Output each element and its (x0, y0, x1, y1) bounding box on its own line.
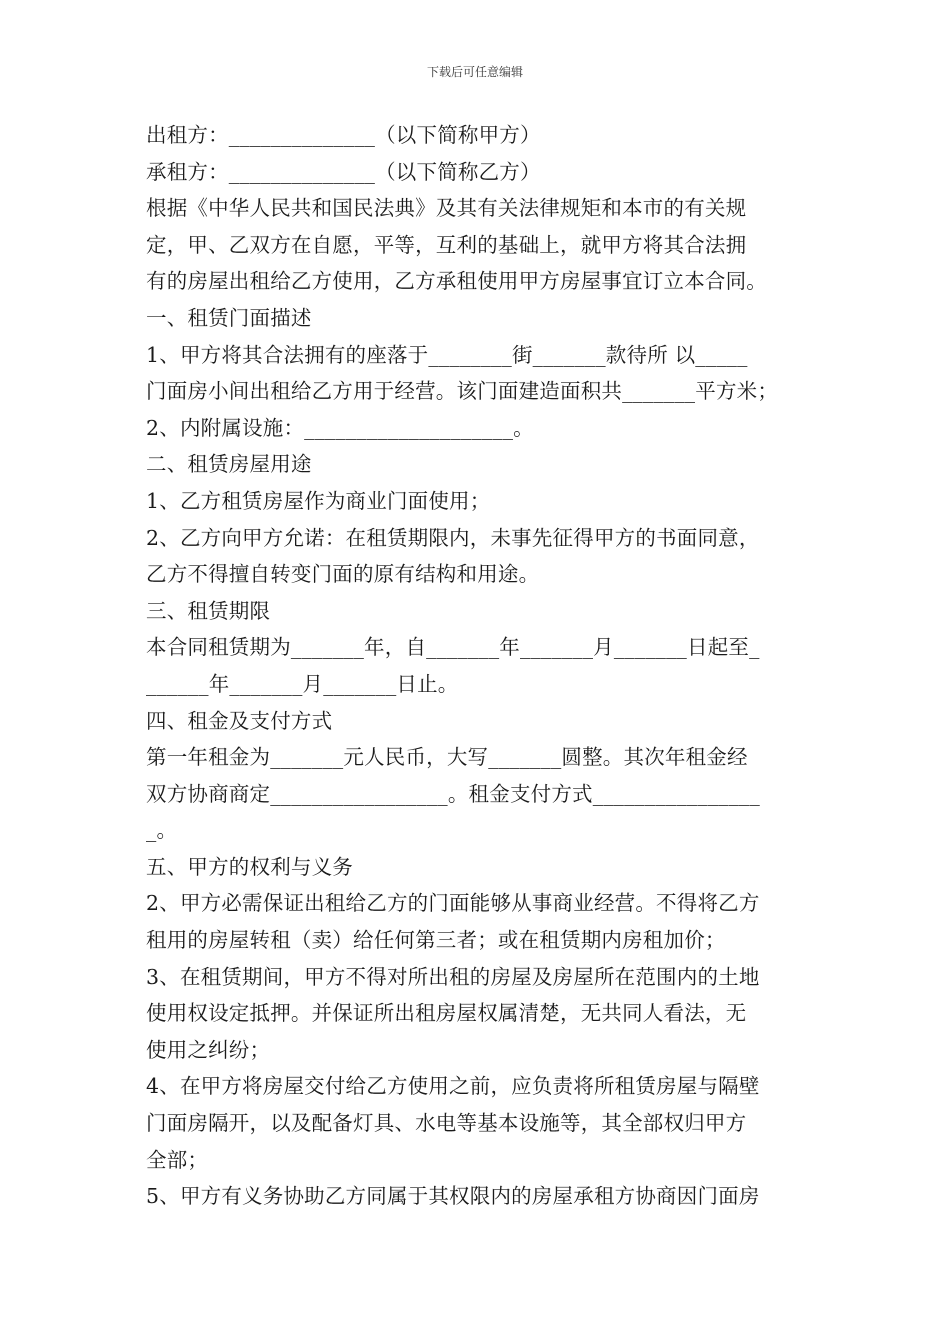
section-heading: 二、租赁房屋用途 (146, 452, 312, 477)
clause-line: 全部； (146, 1147, 209, 1172)
section-heading: 五、甲方的权利与义务 (146, 854, 353, 879)
clause-line: 本合同租赁期为_______年，自_______年_______月_______日起至_ (146, 635, 760, 660)
clause-line: _。 (146, 818, 178, 843)
clause-line: 门面房隔开，以及配备灯具、水电等基本设施等，其全部权归甲方 (146, 1111, 747, 1136)
clause-line: 4、在甲方将房屋交付给乙方使用之前，应负责将所租赁房屋与隔壁 (146, 1074, 760, 1099)
page-header: 下载后可任意编辑 (426, 65, 523, 79)
section-heading: 一、租赁门面描述 (146, 305, 312, 330)
contract-body (146, 117, 816, 1215)
clause-line: 使用之纠纷； (146, 1037, 271, 1062)
clause-line: 3、在租赁期间，甲方不得对所出租的房屋及房屋所在范围内的土地 (146, 964, 760, 989)
preamble-line: 有的房屋出租给乙方使用，乙方承租使用甲方房屋事宜订立本合同。 (146, 269, 767, 294)
section-heading: 三、租赁期限 (146, 598, 271, 623)
clause-line: 第一年租金为_______元人民币，大写_______圆整。其次年租金经 (146, 745, 748, 770)
clause-line: ______年_______月_______日止。 (146, 671, 459, 696)
clause-line: 双方协商商定_________________。租金支付方式________________ (146, 781, 760, 806)
preamble-line: 定，甲、乙双方在自愿，平等，互利的基础上，就甲方将其合法拥 (146, 232, 747, 257)
clause-line: 使用权设定抵押。并保证所出租房屋权属清楚，无共同人看法，无 (146, 1001, 747, 1026)
lessee-line: 承租方：______________（以下简称乙方） (146, 159, 541, 184)
clause-line: 2、甲方必需保证出租给乙方的门面能够从事商业经营。不得将乙方 (146, 891, 760, 916)
lessor-line: 出租方：______________（以下简称甲方） (146, 123, 541, 147)
clause-line: 1、甲方将其合法拥有的座落于________街_______款待所 以_____ (146, 342, 748, 367)
preamble-line: 根据《中华人民共和国民法典》及其有关法律规矩和本市的有关规 (146, 196, 747, 221)
clause-line: 2、乙方向甲方允诺：在租赁期限内，未事先征得甲方的书面同意， (146, 525, 760, 550)
clause-line: 租用的房屋转租（卖）给任何第三者；或在租赁期内房租加价； (146, 928, 726, 953)
clause-line: 1、乙方租赁房屋作为商业门面使用； (146, 488, 491, 513)
clause-line: 门面房小间出租给乙方用于经营。该门面建造面积共_______平方米； (146, 379, 779, 404)
clause-line: 乙方不得擅自转变门面的原有结构和用途。 (146, 562, 540, 587)
clause-line: 2、内附属设施：____________________。 (146, 415, 534, 440)
section-heading: 四、租金及支付方式 (146, 708, 333, 733)
clause-line: 5、甲方有义务协助乙方同属于其权限内的房屋承租方协商因门面房 (146, 1184, 760, 1209)
